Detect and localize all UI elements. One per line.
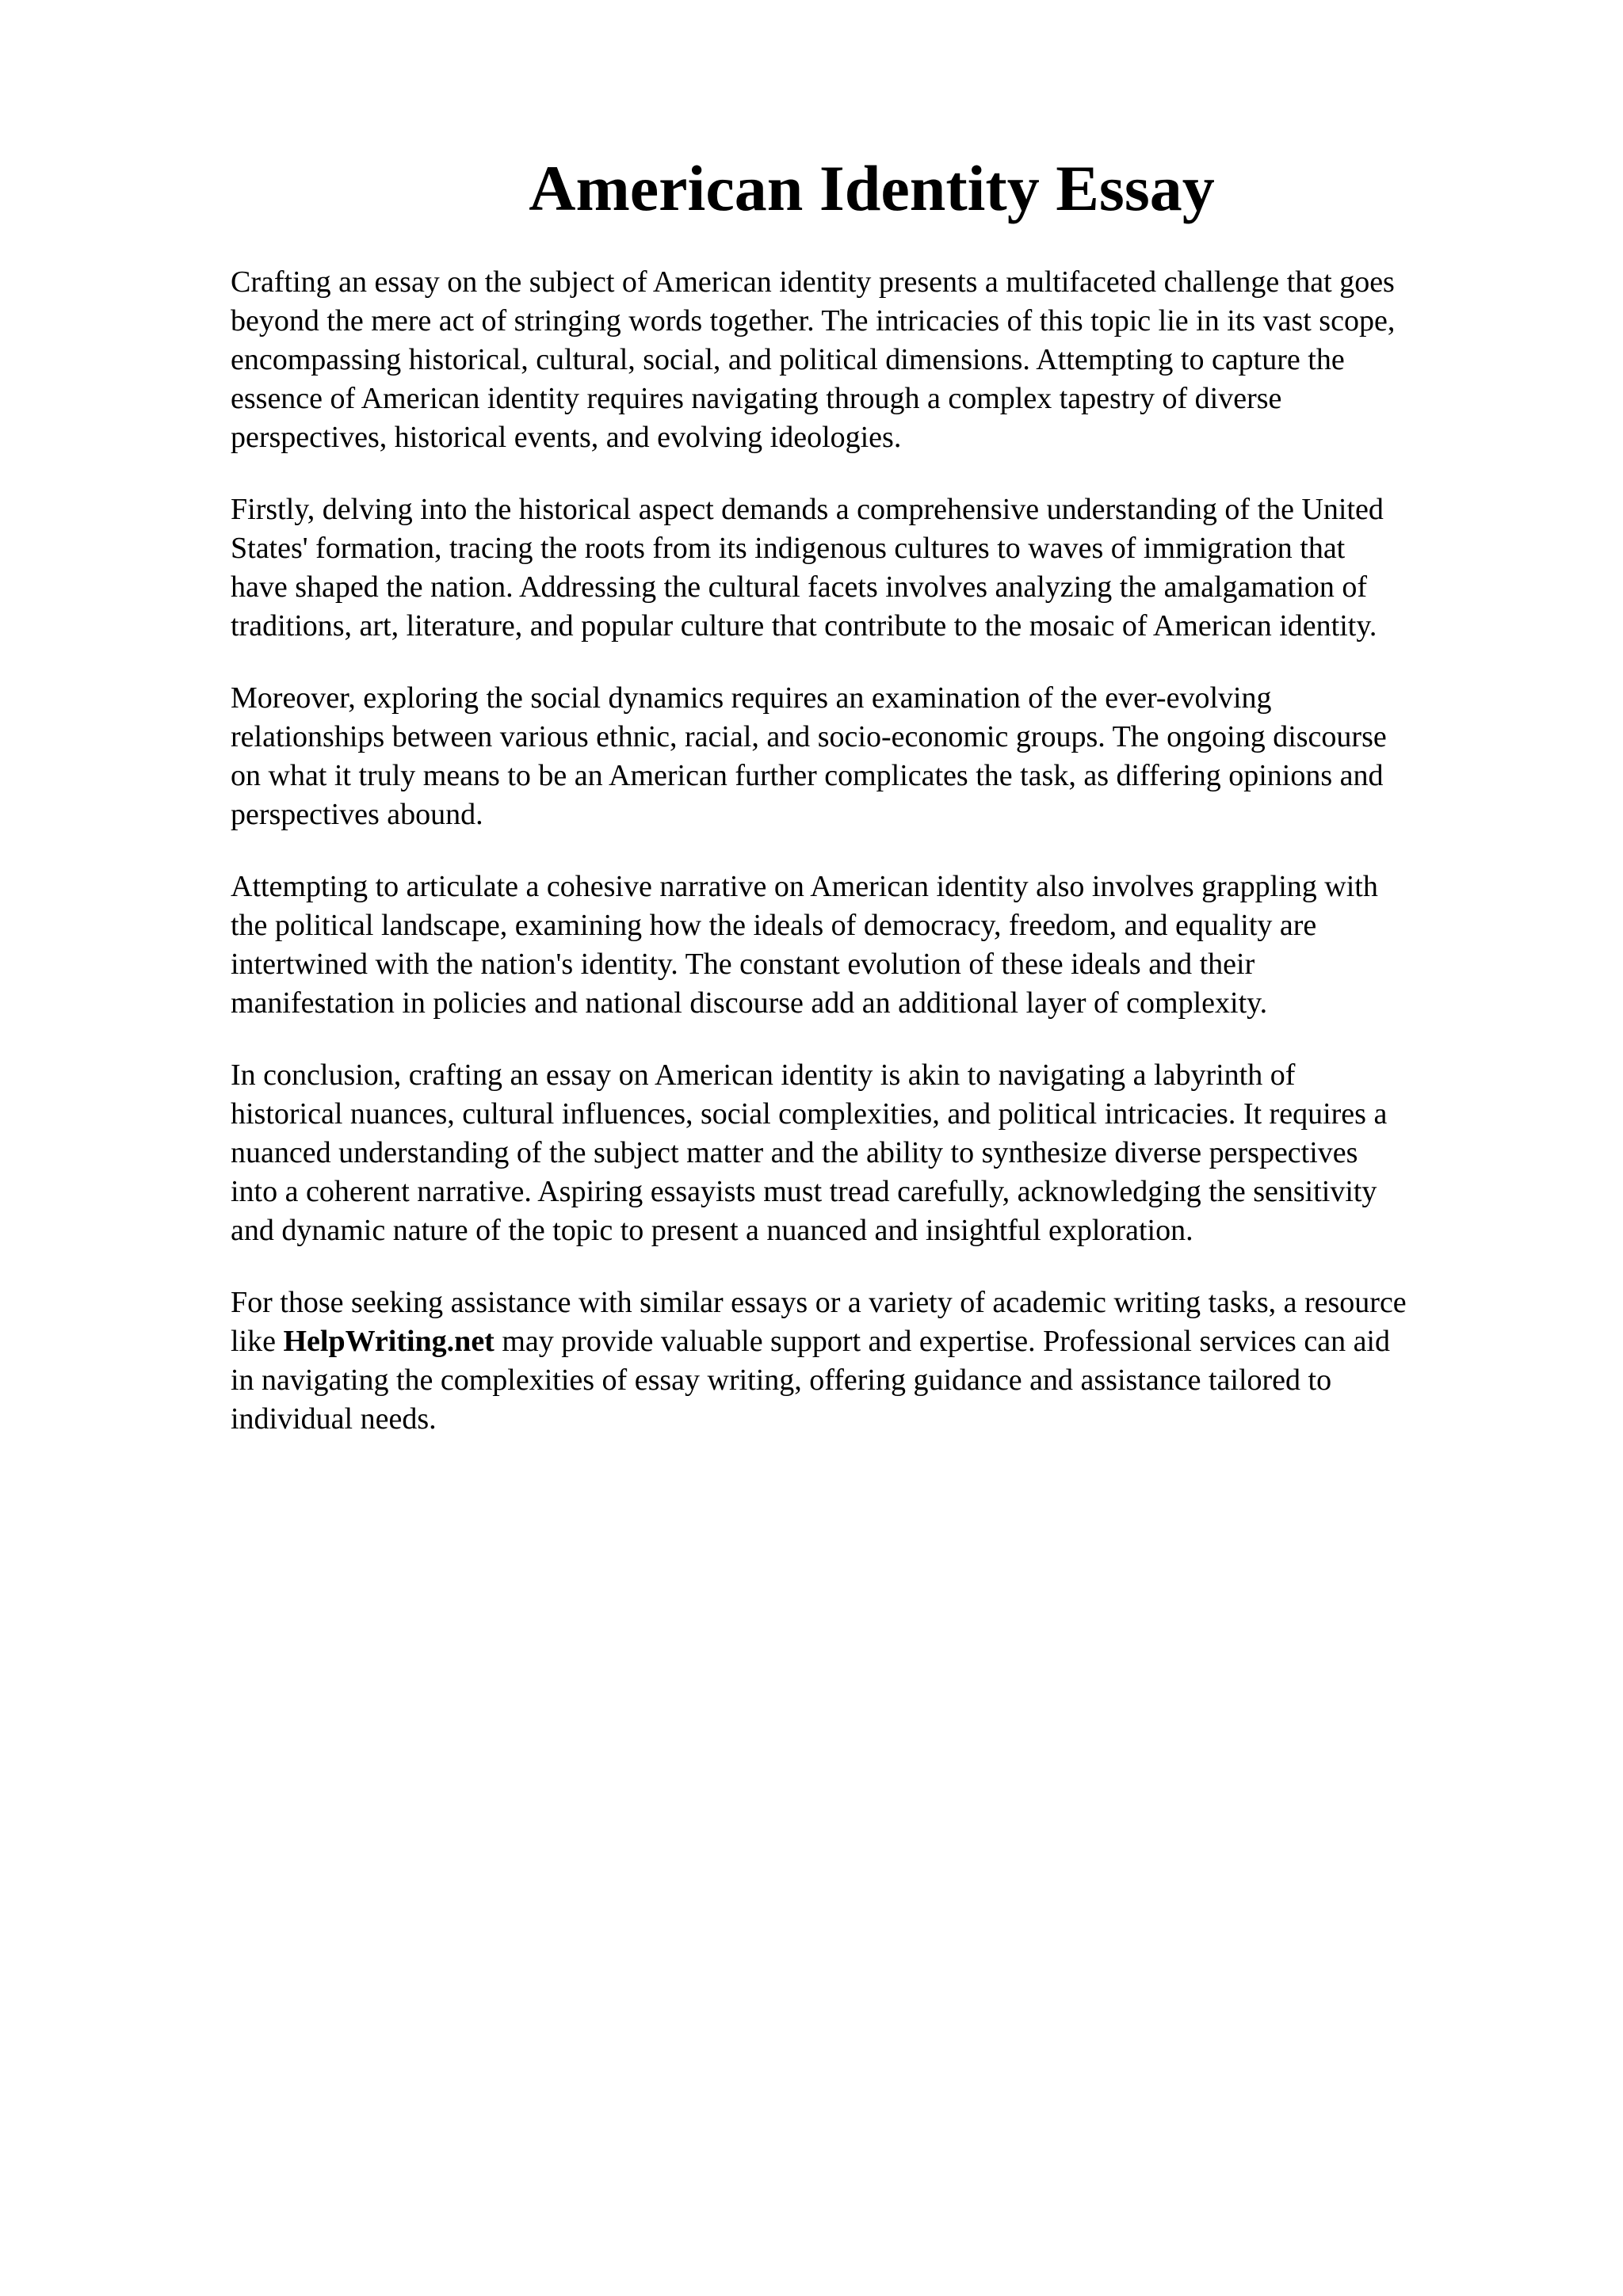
text-line: perspectives, historical events, and evolving ideologies. [231, 421, 902, 454]
page-title: American Identity Essay [529, 152, 1215, 224]
text-line: historical nuances, cultural influences, social complexities, and political intricacies. It requires a [231, 1097, 1388, 1131]
text-fragment: like [231, 1325, 284, 1358]
helpwriting-brand-text: HelpWriting.net [283, 1325, 495, 1358]
text-line: relationships between various ethnic, racial, and socio-economic groups. The ongoing discourse [231, 720, 1387, 753]
text-line: Firstly, delving into the historical aspect demands a comprehensive understanding of the United [231, 493, 1384, 526]
text-fragment: may provide valuable support and expertise. Professional services can aid [494, 1325, 1390, 1358]
text-line: individual needs. [231, 1402, 437, 1436]
text-line-with-brand [231, 1322, 1530, 1361]
paragraph-4 [231, 868, 1530, 1023]
paragraph-5 [231, 1056, 1530, 1250]
text-line: encompassing historical, cultural, social, and political dimensions. Attempting to capture the [231, 343, 1345, 376]
paragraph-1 [231, 263, 1530, 457]
text-line: the political landscape, examining how the ideals of democracy, freedom, and equality are [231, 909, 1317, 942]
text-line: into a coherent narrative. Aspiring essayists must tread carefully, acknowledging the sensitivity [231, 1175, 1377, 1208]
text-line: perspectives abound. [231, 798, 483, 831]
text-line: on what it truly means to be an American further complicates the task, as differing opinions and [231, 759, 1384, 792]
text-line: essence of American identity requires navigating through a complex tapestry of diverse [231, 382, 1282, 415]
text-line: Attempting to articulate a cohesive narrative on American identity also involves grappling with [231, 870, 1378, 903]
paragraph-3 [231, 679, 1530, 834]
text-line: manifestation in policies and national discourse add an additional layer of complexity. [231, 986, 1268, 1020]
text-line: and dynamic nature of the topic to present a nuanced and insightful exploration. [231, 1214, 1193, 1247]
text-line: have shaped the nation. Addressing the cultural facets involves analyzing the amalgamation of [231, 570, 1368, 604]
text-line: intertwined with the nation's identity. The constant evolution of these ideals and their [231, 948, 1255, 981]
text-line: In conclusion, crafting an essay on American identity is akin to navigating a labyrinth of [231, 1058, 1296, 1092]
text-line: traditions, art, literature, and popular culture that contribute to the mosaic of American identity. [231, 609, 1377, 643]
text-line: Moreover, exploring the social dynamics requires an examination of the ever-evolving [231, 681, 1272, 715]
essay-body [231, 263, 1530, 1472]
text-line: in navigating the complexities of essay writing, offering guidance and assistance tailored to [231, 1363, 1332, 1397]
paragraph-2 [231, 490, 1530, 646]
text-line: Crafting an essay on the subject of American identity presents a multifaceted challenge that goes [231, 265, 1395, 299]
text-line: beyond the mere act of stringing words together. The intricacies of this topic lie in its vast scope, [231, 304, 1396, 338]
text-line: For those seeking assistance with similar essays or a variety of academic writing tasks, a resource [231, 1286, 1407, 1319]
text-line: States' formation, tracing the roots from its indigenous cultures to waves of immigration that [231, 532, 1346, 565]
text-line: nuanced understanding of the subject matter and the ability to synthesize diverse perspectives [231, 1136, 1358, 1169]
paragraph-closing [231, 1283, 1530, 1439]
